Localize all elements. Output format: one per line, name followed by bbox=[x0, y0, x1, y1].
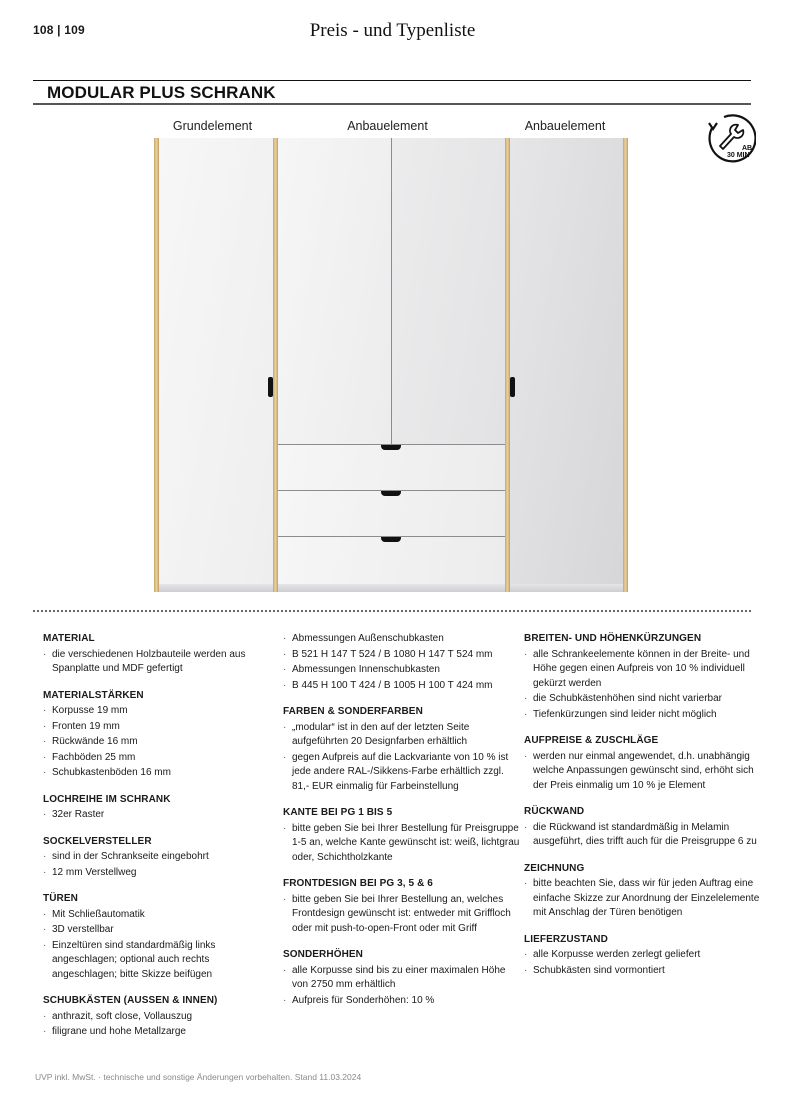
list-item: · bitte geben Sie bei Ihrer Bestellung für Preisgruppe 1-5 an, welche Kante gewünscht ist: weiß, lichtgrau oder, Schichtholzkante bbox=[283, 822, 523, 866]
drawer-handle-3 bbox=[381, 537, 401, 542]
info-block bbox=[524, 933, 764, 979]
drawer-3 bbox=[278, 537, 505, 584]
block-title: LOCHREIHE IM SCHRANK bbox=[43, 793, 171, 805]
block-title: MATERIAL bbox=[43, 633, 95, 644]
bottom-rule bbox=[33, 103, 751, 105]
list-item: · bitte geben Sie bei Ihrer Bestellung an, welches Frontdesign gewünscht ist: entweder mit Griffloch oder mit push-to-open-Front oder mit Griff bbox=[283, 893, 523, 937]
grundelement-door bbox=[158, 138, 274, 584]
list-item: · filigrane und hohe Metallzarge bbox=[43, 1025, 273, 1040]
list-item: · bitte beachten Sie, dass wir für jeden Auftrag eine einfache Skizze zur Anordnung der Einzelelemente mit Anschlag der Türen benötigen bbox=[524, 877, 764, 921]
list-item: · Tiefenkürzungen sind leider nicht möglich bbox=[524, 708, 764, 723]
list-item: · „modular“ ist in den auf der letzten Seite aufgeführten 20 Designfarben erhältlich bbox=[283, 721, 523, 750]
info-block bbox=[43, 994, 273, 1040]
list-item: · alle Schrankeelemente können in der Breite- und Höhe gegen einen Aufpreis von 10 % individuell gekürzt werden bbox=[524, 648, 764, 692]
list-item: · Abmessungen Innenschubkasten bbox=[283, 663, 523, 678]
badge-line2: 30 MIN bbox=[727, 152, 750, 159]
block-title: ZEICHNUNG bbox=[524, 862, 585, 874]
info-column-2 bbox=[283, 632, 523, 1020]
block-title: SONDERHÖHEN bbox=[283, 949, 363, 960]
info-block bbox=[43, 892, 273, 982]
list-item: · gegen Aufpreis auf die Lackvariante von 10 % ist jede andere RAL-/Sikkens-Farbe erhältlich zzgl. 81,- EUR einmalig für Farbeinstellung bbox=[283, 751, 523, 795]
info-block bbox=[283, 632, 523, 693]
list-item: · anthrazit, soft close, Vollauszug bbox=[43, 1010, 273, 1025]
info-block bbox=[524, 862, 764, 921]
info-block bbox=[283, 806, 523, 865]
section-title: MODULAR PLUS SCHRANK bbox=[47, 83, 276, 102]
drawer-handle-2 bbox=[381, 491, 401, 496]
info-block bbox=[43, 632, 273, 677]
list-item: · Korpusse 19 mm bbox=[43, 704, 273, 719]
footer-note: UVP inkl. MwSt. · technische und sonstige Änderungen vorbehalten. Stand 11.03.2024 bbox=[35, 1072, 362, 1082]
list-item: · Rückwände 16 mm bbox=[43, 735, 273, 750]
drawer-1 bbox=[278, 445, 505, 490]
list-item: · Fronten 19 mm bbox=[43, 720, 273, 735]
door-handle-left bbox=[268, 377, 273, 397]
block-title: AUFPREISE & ZUSCHLÄGE bbox=[524, 735, 659, 746]
info-block bbox=[524, 632, 764, 722]
list-item: · Abmessungen Außenschubkasten bbox=[283, 632, 523, 647]
info-block bbox=[524, 734, 764, 793]
list-item: · die Schubkästenhöhen sind nicht varierbar bbox=[524, 692, 764, 707]
wood-side-3 bbox=[505, 138, 510, 592]
list-item: · B 521 H 147 T 524 / B 1080 H 147 T 524 mm bbox=[283, 648, 523, 663]
wardrobe-illustration bbox=[154, 138, 628, 592]
info-column-1 bbox=[43, 632, 273, 1052]
plinth bbox=[154, 584, 628, 592]
list-item: · 32er Raster bbox=[43, 808, 273, 823]
block-title: FRONTDESIGN BEI PG 3, 5 & 6 bbox=[283, 878, 433, 889]
block-title: RÜCKWAND bbox=[524, 806, 585, 817]
wrench-rotate-icon bbox=[702, 112, 756, 166]
badge-line1: AB bbox=[742, 145, 753, 152]
list-item: · alle Korpusse werden zerlegt geliefert bbox=[524, 948, 764, 963]
door-seam bbox=[391, 138, 392, 444]
dotted-divider bbox=[33, 610, 751, 612]
list-item: · Einzeltüren sind standardmäßig links angeschlagen; optional auch rechts angeschlagen; bitte Skizze beifügen bbox=[43, 939, 273, 983]
info-block bbox=[43, 793, 273, 823]
anbauelement-door-left bbox=[278, 138, 391, 444]
info-block bbox=[283, 705, 523, 794]
wood-side-4 bbox=[623, 138, 628, 592]
info-block bbox=[43, 835, 273, 881]
info-column-3 bbox=[524, 632, 764, 990]
list-item: · sind in der Schrankseite eingebohrt bbox=[43, 850, 273, 865]
block-title: MATERIALSTÄRKEN bbox=[43, 689, 144, 701]
label-grundelement: Grundelement bbox=[172, 119, 253, 133]
list-item: · alle Korpusse sind bis zu einer maximalen Höhe von 2750 mm erhältlich bbox=[283, 964, 523, 993]
wood-side-2 bbox=[273, 138, 278, 592]
label-anbauelement-1: Anbauelement bbox=[347, 119, 428, 133]
info-block bbox=[283, 877, 523, 936]
info-block bbox=[283, 948, 523, 1008]
list-item: · Mit Schließautomatik bbox=[43, 908, 273, 923]
assembly-time-badge bbox=[702, 112, 756, 166]
running-title: Preis - und Typenliste bbox=[309, 20, 476, 41]
list-item: · die Rückwand ist standardmäßig in Melamin ausgeführt, dies trifft auch für die Preisgruppe 6 zu bbox=[524, 821, 764, 850]
door-handle-right bbox=[510, 377, 515, 397]
anbauelement-door-right bbox=[392, 138, 505, 444]
block-title: LIEFERZUSTAND bbox=[524, 933, 608, 945]
wood-side-1 bbox=[154, 138, 159, 592]
anbauelement-door-single bbox=[510, 138, 624, 584]
list-item: · werden nur einmal angewendet, d.h. unabhängig welche Anpassungen gewünscht sind, erhöht sich der Preis einmalig um 10 % je Element bbox=[524, 750, 764, 794]
block-title: FARBEN & SONDERFARBEN bbox=[283, 706, 423, 717]
list-item: · die verschiedenen Holzbauteile werden aus Spanplatte und MDF gefertigt bbox=[43, 648, 273, 677]
block-title: KANTE BEI PG 1 BIS 5 bbox=[283, 807, 393, 818]
block-title: SCHUBKÄSTEN (AUSSEN & INNEN) bbox=[43, 995, 218, 1006]
list-item: · Aufpreis für Sonderhöhen: 10 % bbox=[283, 994, 523, 1009]
block-title: BREITEN- UND HÖHENKÜRZUNGEN bbox=[524, 633, 702, 644]
block-title: TÜREN bbox=[43, 893, 78, 904]
list-item: · Schubkastenböden 16 mm bbox=[43, 766, 273, 781]
top-rule bbox=[33, 80, 751, 81]
block-title: SOCKELVERSTELLER bbox=[43, 835, 152, 847]
label-anbauelement-2: Anbauelement bbox=[524, 119, 606, 133]
list-item: · Fachböden 25 mm bbox=[43, 751, 273, 766]
list-item: · B 445 H 100 T 424 / B 1005 H 100 T 424 mm bbox=[283, 679, 523, 694]
list-item: · 3D verstellbar bbox=[43, 923, 273, 938]
info-block bbox=[524, 805, 764, 850]
info-block bbox=[43, 689, 273, 781]
list-item: · 12 mm Verstellweg bbox=[43, 866, 273, 881]
drawer-handle-1 bbox=[381, 445, 401, 450]
page-numbers: 108 | 109 bbox=[33, 23, 85, 37]
list-item: · Schubkästen sind vormontiert bbox=[524, 964, 764, 979]
drawer-2 bbox=[278, 491, 505, 536]
